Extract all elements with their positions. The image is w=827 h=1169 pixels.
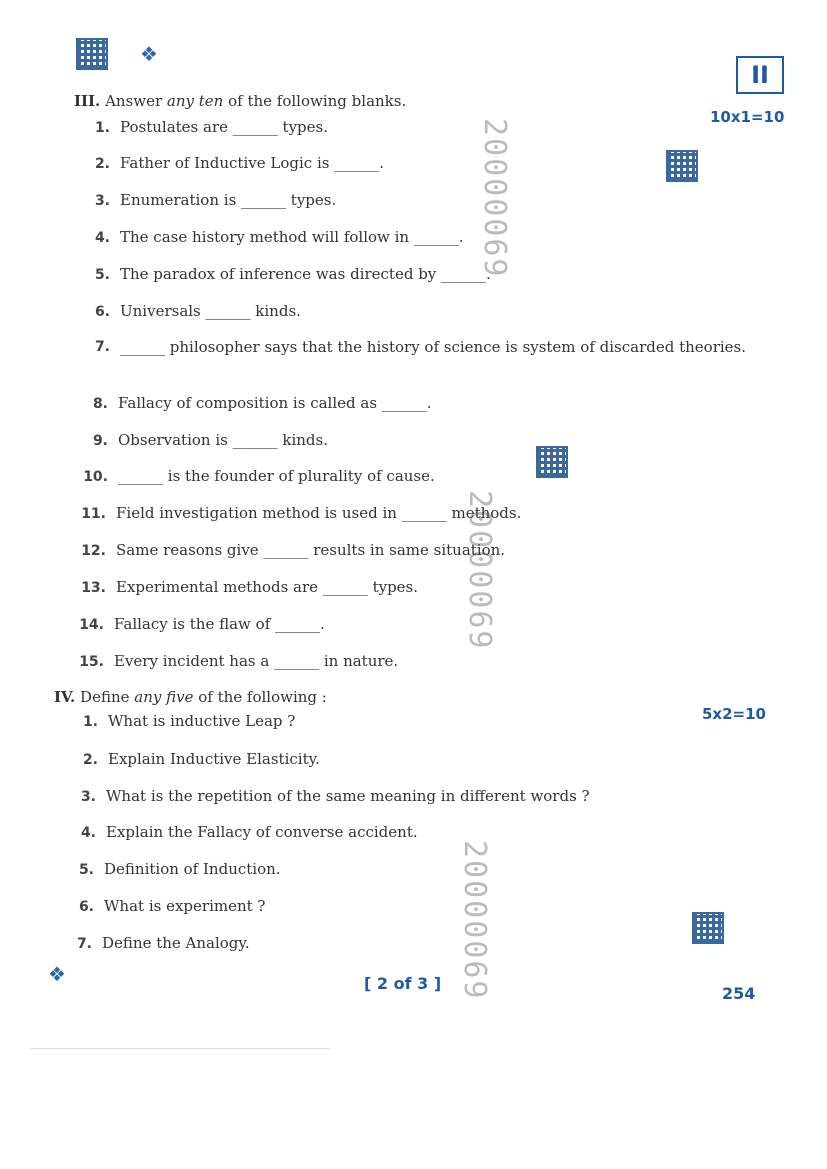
section-4-instruction-post: of the following : <box>193 688 327 706</box>
section-3-heading <box>74 92 406 110</box>
watermark-stamp: 20000069 <box>477 118 512 279</box>
question-item: 11. Field investigation method is used in ______ methods. <box>81 504 522 522</box>
section-4-heading <box>54 688 327 706</box>
question-item: 5. The paradox of inference was directed by ______. <box>94 265 491 283</box>
page-indicator: [ 2 of 3 ] <box>364 974 442 993</box>
section-4-instruction-pre: Define <box>80 688 135 706</box>
question-item: 9. Observation is ______ kinds. <box>92 431 328 449</box>
section-4-marks: 5x2=10 <box>702 705 766 723</box>
diamond-ornament-icon: ❖ <box>140 42 158 66</box>
question-item: 13. Experimental methods are ______ types. <box>81 578 419 596</box>
diamond-ornament-icon: ❖ <box>48 962 66 986</box>
question-item: 5. Definition of Induction. <box>78 860 281 878</box>
question-item: 7. Define the Analogy. <box>76 934 250 952</box>
qr-code-icon <box>666 150 698 182</box>
question-item: 12. Same reasons give ______ results in same situation. <box>81 541 506 559</box>
question-item: 8. Fallacy of composition is called as ______. <box>92 394 432 412</box>
qr-code-icon <box>76 38 108 70</box>
question-item: 15. Every incident has a ______ in nature. <box>79 652 399 670</box>
section-roman-box <box>736 56 784 94</box>
section-3-marks: 10x1=10 <box>710 108 785 126</box>
question-item: 10. ______ is the founder of plurality of cause. <box>83 467 435 485</box>
page-code: 254 <box>722 984 756 1003</box>
section-4-instruction-em: any five <box>134 688 194 706</box>
question-item: 6. Universals ______ kinds. <box>94 302 301 320</box>
question-item: 14. Fallacy is the flaw of ______. <box>79 615 325 633</box>
qr-code-icon <box>536 446 568 478</box>
section-4-numeral: IV. <box>54 688 76 706</box>
question-item: 2. Explain Inductive Elasticity. <box>82 750 320 768</box>
question-item: 1. What is inductive Leap ? <box>82 712 296 730</box>
section-roman: II <box>751 61 769 89</box>
qr-code-icon <box>692 912 724 944</box>
question-item: 3. What is the repetition of the same meaning in different words ? <box>80 787 590 805</box>
question-item: 2. Father of Inductive Logic is ______. <box>94 154 384 172</box>
question-item: 6. What is experiment ? <box>78 897 266 915</box>
section-3-instruction-pre: Answer <box>105 92 167 110</box>
question-item: 1. Postulates are ______ types. <box>94 118 328 136</box>
section-3-instruction-post: of the following blanks. <box>223 92 407 110</box>
section-3-numeral: III. <box>74 92 101 110</box>
question-item: 7. ______ philosopher says that the history of science is system of discarded theories. <box>94 338 747 356</box>
question-item: 4. Explain the Fallacy of converse accident. <box>80 823 418 841</box>
watermark-stamp: 20000069 <box>462 490 497 651</box>
question-item: 3. Enumeration is ______ types. <box>94 191 337 209</box>
scan-divider <box>30 1048 330 1049</box>
watermark-stamp: 20000069 <box>457 840 492 1001</box>
question-item: 4. The case history method will follow in ______. <box>94 228 464 246</box>
section-3-instruction-em: any ten <box>166 92 224 110</box>
